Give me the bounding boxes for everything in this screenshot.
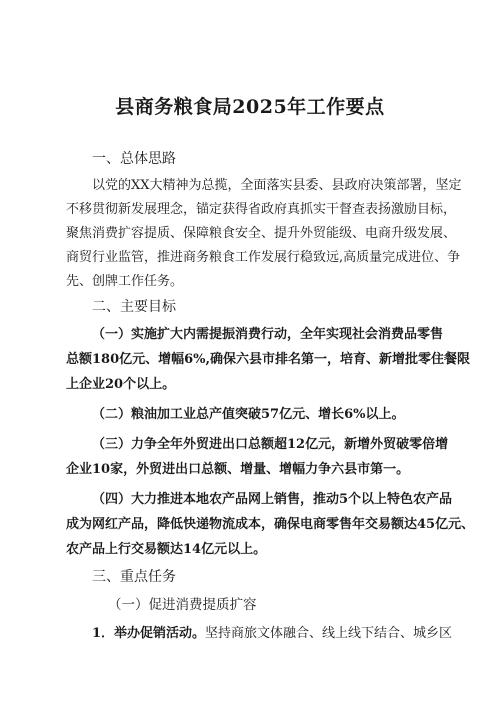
section-heading-overview: 一、总体思路 [92,151,176,167]
document-title: 县商务粮食局2025年工作要点 [115,96,385,118]
goal-4-line: 成为网红产品，降低快递物流成本，确保电商零售年交易额达45亿元、 [66,517,475,532]
goal-1-line: 总额180亿元、增幅6%,确保六县市排名第一，培育、新增批零住餐限 [66,352,471,367]
goal-2-line: （二）粮油加工业总产值突破57亿元、增长6%以上。 [92,407,405,422]
goal-4-line: （四）大力推进本地农产品网上销售，推动5个以上特色农产品 [92,492,453,507]
task-item-text: 坚持商旅文体融合、线上线下结合、城乡区 [205,626,453,641]
goal-1-line: （一）实施扩大内需提振消费行动，全年实现社会消费品零售 [92,327,444,342]
task-subheading: （一）促进消费提质扩容 [108,597,257,613]
task-item-lead: 1．举办促销活动。 [92,626,206,641]
task-item-line [92,622,452,641]
paragraph-line: 不移贯彻新发展理念，锚定获得省政府真抓实干督查表扬激励目标， [66,202,457,217]
paragraph-line: 聚焦消费扩容提质、保障粮食安全、提升外贸能级、电商升级发展、 [66,226,457,241]
section-heading-tasks: 三、重点任务 [92,569,176,585]
paragraph-line: 以党的XX大精神为总揽，全面落实县委、县政府决策部署，坚定 [92,178,462,193]
paragraph-line: 先、创牌工作任务。 [66,274,184,289]
section-heading-goals: 二、主要目标 [92,299,176,315]
goal-3-line: 企业10家，外贸进出口总额、增量、增幅力争六县市第一。 [66,462,410,477]
goal-3-line: （三）力争全年外贸进出口总额超12亿元，新增外贸破零倍增 [92,437,449,452]
goal-1-line: 上企业20个以上。 [66,377,176,392]
goal-4-line: 农产品上行交易额达14亿元以上。 [66,542,267,557]
paragraph-line: 商贸行业监管，推进商务粮食工作发展行稳致远,高质量完成进位、争 [66,250,461,265]
